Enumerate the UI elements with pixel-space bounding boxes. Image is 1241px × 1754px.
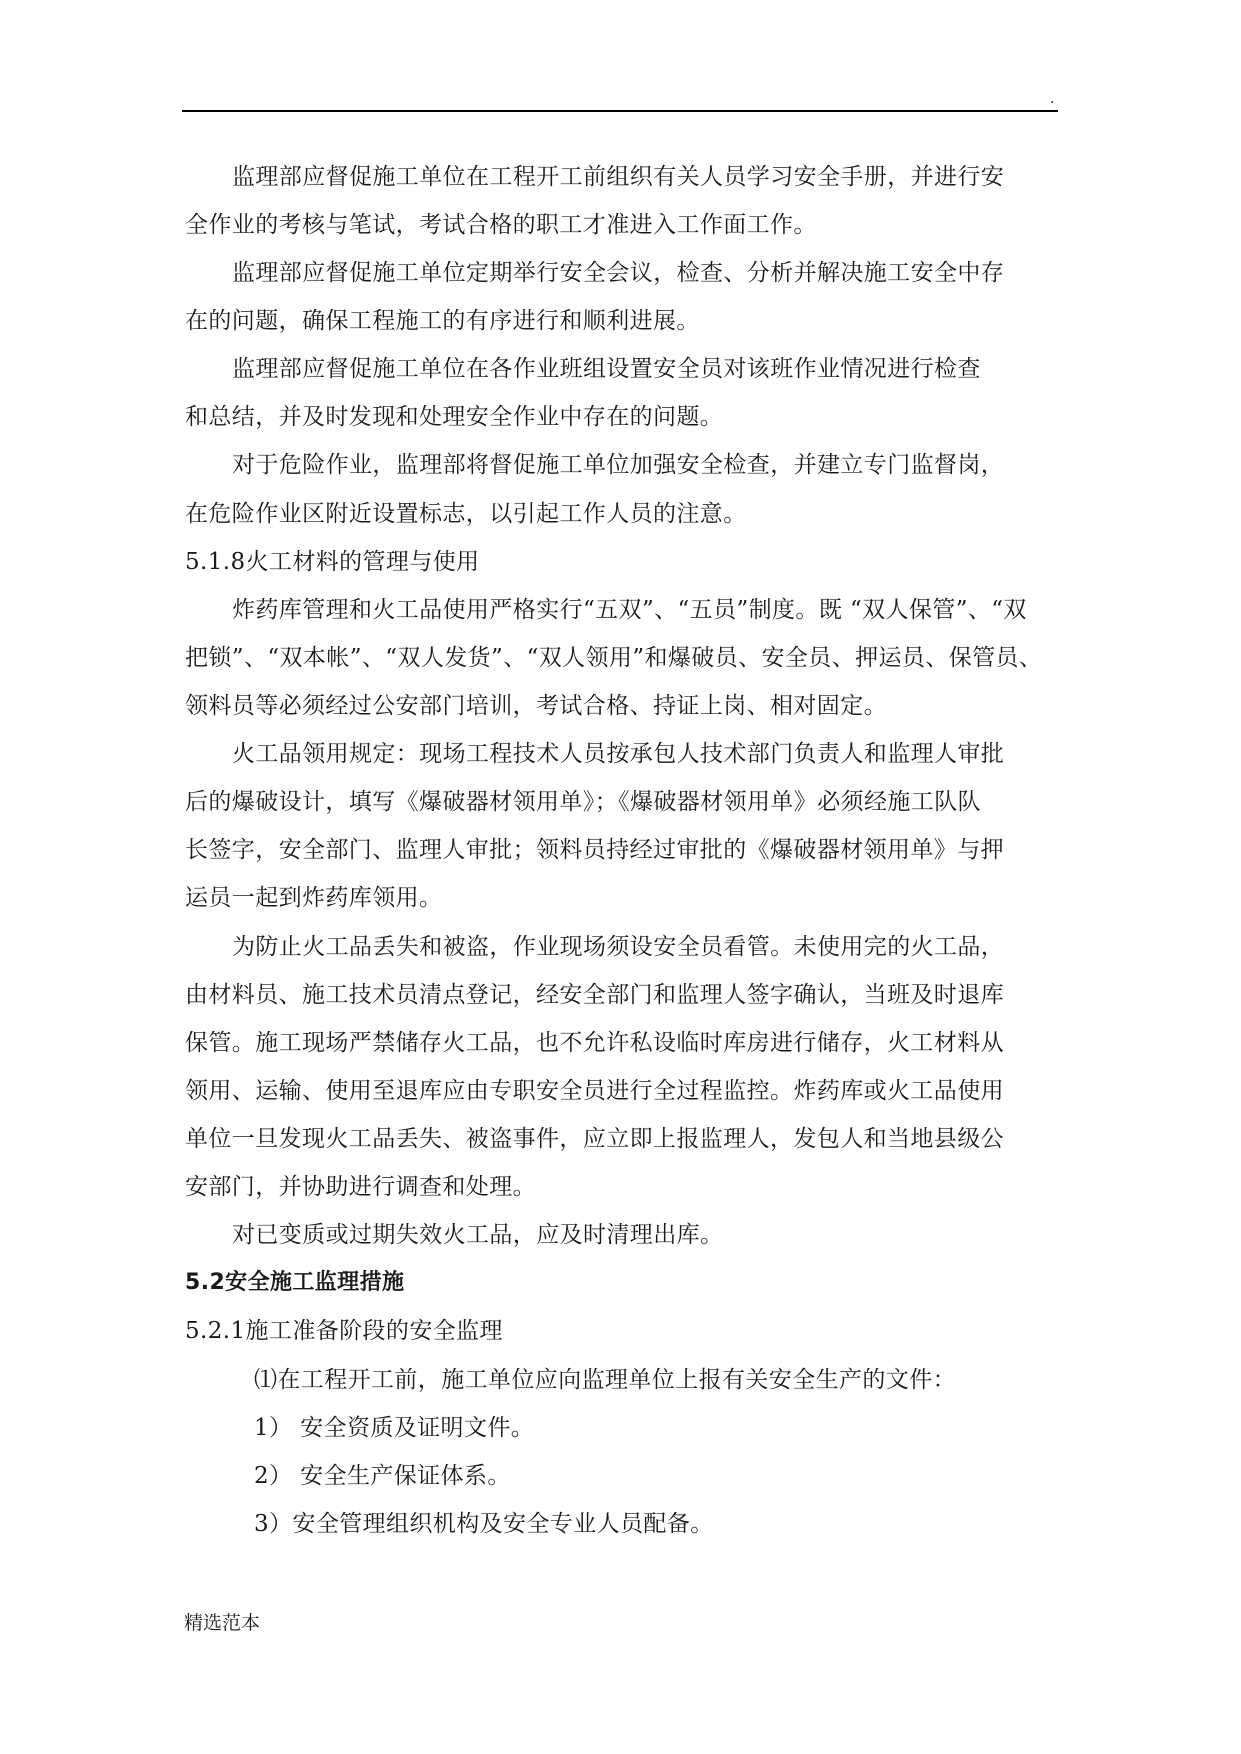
paragraph-line: 由材料员、施工技术员清点登记，经安全部门和监理人签字确认，当班及时退库 bbox=[185, 982, 1004, 1008]
paragraph-line: 炸药库管理和火工品使用严格实行“五双”、“五员”制度。既 “双人保管”、“双 bbox=[232, 597, 1027, 623]
list-item: 3）安全管理组织机构及安全专业人员配备。 bbox=[254, 1511, 714, 1537]
paragraph-line: 单位一旦发现火工品丢失、被盗事件，应立即上报监理人，发包人和当地县级公 bbox=[185, 1126, 1004, 1152]
paragraph-line: 为防止火工品丢失和被盗，作业现场须设安全员看管。未使用完的火工品， bbox=[232, 934, 1005, 960]
paragraph-line: 后的爆破设计，填写《爆破器材领用单》；《爆破器材领用单》必须经施工队队 bbox=[185, 789, 981, 815]
section-heading-5-2-1: 5.2.1施工准备阶段的安全监理 bbox=[185, 1318, 503, 1344]
paragraph-line: 保管。施工现场严禁储存火工品，也不允许私设临时库房进行储存，火工材料从 bbox=[185, 1030, 1004, 1056]
section-heading-5-1-8: 5.1.8火工材料的管理与使用 bbox=[185, 549, 480, 575]
paragraph-line: 火工品领用规定：现场工程技术人员按承包人技术部门负责人和监理人审批 bbox=[232, 741, 1005, 767]
footer-text: 精选范本 bbox=[184, 1612, 261, 1634]
paragraph-line: 安部门，并协助进行调查和处理。 bbox=[185, 1174, 536, 1200]
paragraph-line: 和总结，并及时发现和处理安全作业中存在的问题。 bbox=[185, 404, 724, 430]
list-item: 1） 安全资质及证明文件。 bbox=[254, 1415, 535, 1441]
paragraph-line: 监理部应督促施工单位在各作业班组设置安全员对该班作业情况进行检查 bbox=[232, 356, 981, 382]
paragraph-line: 在的问题，确保工程施工的有序进行和顺利进展。 bbox=[185, 308, 700, 334]
paragraph-line: 领用、运输、使用至退库应由专职安全员进行全过程监控。炸药库或火工品使用 bbox=[185, 1078, 1004, 1104]
header-mark: . bbox=[1050, 91, 1055, 107]
paragraph-line: 把锁”、“双本帐”、“双人发货”、“双人领用”和爆破员、安全员、押运员、保管员、 bbox=[185, 645, 1043, 671]
paragraph-line: 全作业的考核与笔试，考试合格的职工才准进入工作面工作。 bbox=[185, 212, 817, 238]
paragraph-line: 领料员等必须经过公安部门培训，考试合格、持证上岗、相对固定。 bbox=[185, 693, 887, 719]
paragraph-line: 在危险作业区附近设置标志，以引起工作人员的注意。 bbox=[185, 501, 747, 527]
paragraph-line: 对于危险作业，监理部将督促施工单位加强安全检查，并建立专门监督岗， bbox=[232, 452, 1005, 478]
section-heading-5-2: 5.2安全施工监理措施 bbox=[185, 1270, 405, 1295]
paragraph-line: 运员一起到炸药库领用。 bbox=[185, 885, 443, 911]
list-item: 2） 安全生产保证体系。 bbox=[254, 1463, 511, 1489]
list-intro: ⑴在工程开工前，施工单位应向监理单位上报有关安全生产的文件： bbox=[254, 1367, 956, 1393]
header-rule bbox=[182, 110, 1058, 112]
paragraph-line: 监理部应督促施工单位定期举行安全会议，检查、分析并解决施工安全中存 bbox=[232, 260, 1005, 286]
paragraph-line: 长签字，安全部门、监理人审批；领料员持经过审批的《爆破器材领用单》与押 bbox=[185, 837, 1004, 863]
paragraph-line: 对已变质或过期失效火工品，应及时清理出库。 bbox=[232, 1222, 724, 1248]
paragraph-line: 监理部应督促施工单位在工程开工前组织有关人员学习安全手册，并进行安 bbox=[232, 164, 1005, 190]
